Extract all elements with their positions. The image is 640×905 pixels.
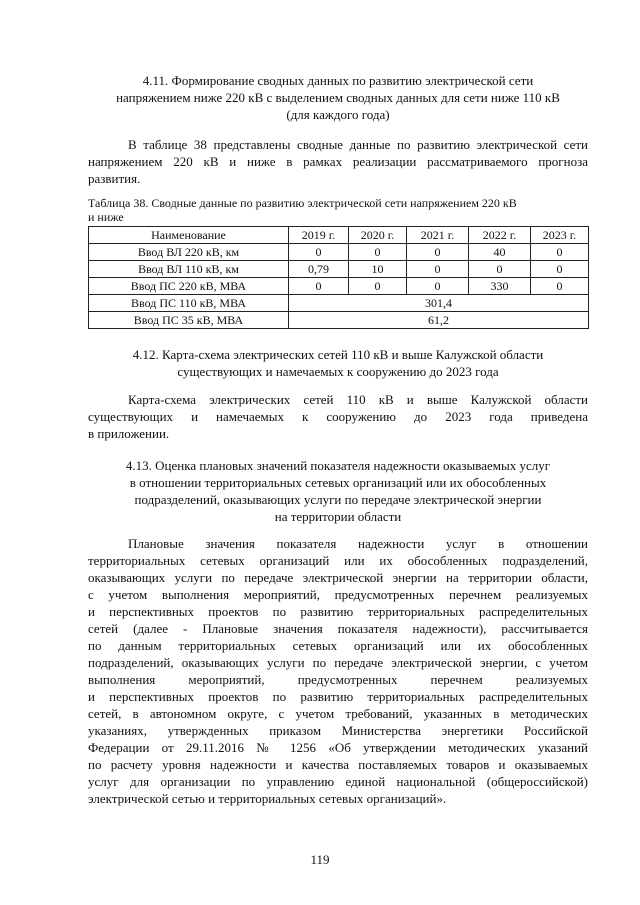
table-cell: 0,79 — [289, 261, 349, 278]
table-cell: 40 — [469, 244, 531, 261]
column-header: 2019 г. — [289, 227, 349, 244]
table-cell: 0 — [407, 261, 469, 278]
paragraph-line: с учетом выполнения мероприятий, предусмотренных перечнем реализуемых — [88, 587, 588, 602]
paragraph-line: Федерации от 29.11.2016 № 1256 «Об утверждении методических указаний — [88, 740, 588, 755]
paragraph-line: сетей, в автономном округе, с учетом требований, указанных в методических — [88, 706, 588, 721]
section-4-13-paragraph — [88, 535, 588, 807]
column-header: Наименование — [89, 227, 289, 244]
paragraph-line: развития. — [88, 171, 141, 186]
paragraph-line: существующих и намечаемых к сооружению до 2023 года приведена — [88, 409, 588, 424]
table-cell: 0 — [531, 261, 589, 278]
heading-line: (для каждого года) — [286, 107, 390, 122]
paragraph-line: услуг для организации по управлению единой национальной (общероссийской) — [88, 774, 588, 789]
heading-line: 4.11. Формирование сводных данных по развитию электрической сети — [142, 73, 534, 88]
paragraph-line: и перспективных проектов по развитию территориальных распределительных — [88, 604, 588, 619]
table-cell: 0 — [349, 244, 407, 261]
table-row — [89, 295, 589, 312]
column-header: 2020 г. — [349, 227, 407, 244]
section-4-12-paragraph — [88, 391, 588, 442]
section-4-11-heading — [88, 72, 588, 123]
heading-line: существующих и намечаемых к сооружению до 2023 года — [177, 364, 499, 379]
paragraph-line: Карта-схема электрических сетей 110 кВ и выше Калужской области — [128, 392, 588, 407]
table-cell: 0 — [289, 244, 349, 261]
paragraph-line: по расчету уровня надежности и качества поставляемых товаров и оказываемых — [88, 757, 588, 772]
section-4-13-heading — [88, 457, 588, 525]
paragraph-line: В таблице 38 представлены сводные данные по развитию электрической сети — [128, 137, 588, 152]
paragraph-line: и перспективных проектов по развитию территориальных распределительных — [88, 689, 588, 704]
column-header: 2022 г. — [469, 227, 531, 244]
row-name: Ввод ВЛ 110 кВ, км — [89, 261, 289, 278]
paragraph-line: электрической сетью и территориальных сетевых организаций». — [88, 791, 447, 806]
heading-line: 4.13. Оценка плановых значений показателя надежности оказываемых услуг — [125, 458, 551, 473]
paragraph-line: выполнения мероприятий, предусмотренных перечнем реализуемых — [88, 672, 588, 687]
table-cell: 0 — [469, 261, 531, 278]
column-header: 2021 г. — [407, 227, 469, 244]
row-name: Ввод ПС 220 кВ, МВА — [89, 278, 289, 295]
row-name: Ввод ПС 110 кВ, МВА — [89, 295, 289, 312]
paragraph-line: указаниях, утвержденных приказом Министерства энергетики Российской — [88, 723, 588, 738]
caption-line: и ниже — [88, 210, 124, 224]
section-4-11-paragraph — [88, 136, 588, 187]
table-cell: 0 — [349, 278, 407, 295]
table-cell: 330 — [469, 278, 531, 295]
table-cell: 0 — [289, 278, 349, 295]
table-cell: 0 — [531, 278, 589, 295]
paragraph-line: территориальных сетевых организаций или их обособленных подразделений, — [88, 553, 588, 568]
table-38 — [88, 226, 589, 329]
table-row — [89, 261, 589, 278]
table-row — [89, 244, 589, 261]
table-row — [89, 312, 589, 329]
column-header: 2023 г. — [531, 227, 589, 244]
paragraph-line: напряжением 220 кВ и ниже в рамках реализации рассматриваемого прогноза — [88, 154, 588, 169]
caption-line: Таблица 38. Сводные данные по развитию электрической сети напряжением 220 кВ — [88, 196, 517, 210]
paragraph-line: Плановые значения показателя надежности услуг в отношении — [128, 536, 588, 551]
paragraph-line: в приложении. — [88, 426, 170, 441]
paragraph-line: сетей (далее - Плановые значения показателя надежности), рассчитывается — [88, 621, 588, 636]
heading-line: в отношении территориальных сетевых организаций или их обособленных — [129, 475, 547, 490]
heading-line: на территории области — [274, 509, 402, 524]
paragraph-line: оказывающих услуги по передаче электрической энергии на территории области, — [88, 570, 588, 585]
merged-cell: 61,2 — [289, 312, 589, 329]
table-cell: 10 — [349, 261, 407, 278]
paragraph-line: по данным территориальных сетевых организаций или их обособленных — [88, 638, 588, 653]
row-name: Ввод ВЛ 220 кВ, км — [89, 244, 289, 261]
table-cell: 0 — [407, 278, 469, 295]
table-cell: 0 — [531, 244, 589, 261]
heading-line: подразделений, оказывающих услуги по передаче электрической энергии — [134, 492, 542, 507]
heading-line: напряжением ниже 220 кВ с выделением сводных данных для сети ниже 110 кВ — [116, 90, 560, 105]
heading-line: 4.12. Карта-схема электрических сетей 110 кВ и выше Калужской области — [132, 347, 544, 362]
section-4-12-heading — [88, 346, 588, 380]
table-caption — [88, 196, 592, 224]
row-name: Ввод ПС 35 кВ, МВА — [89, 312, 289, 329]
paragraph-line: подразделений, оказывающих услуги по передаче электрической энергии, с учетом — [88, 655, 588, 670]
table-row — [89, 278, 589, 295]
page-number: 119 — [310, 852, 330, 867]
merged-cell: 301,4 — [289, 295, 589, 312]
table-cell: 0 — [407, 244, 469, 261]
table-header-row — [89, 227, 589, 244]
